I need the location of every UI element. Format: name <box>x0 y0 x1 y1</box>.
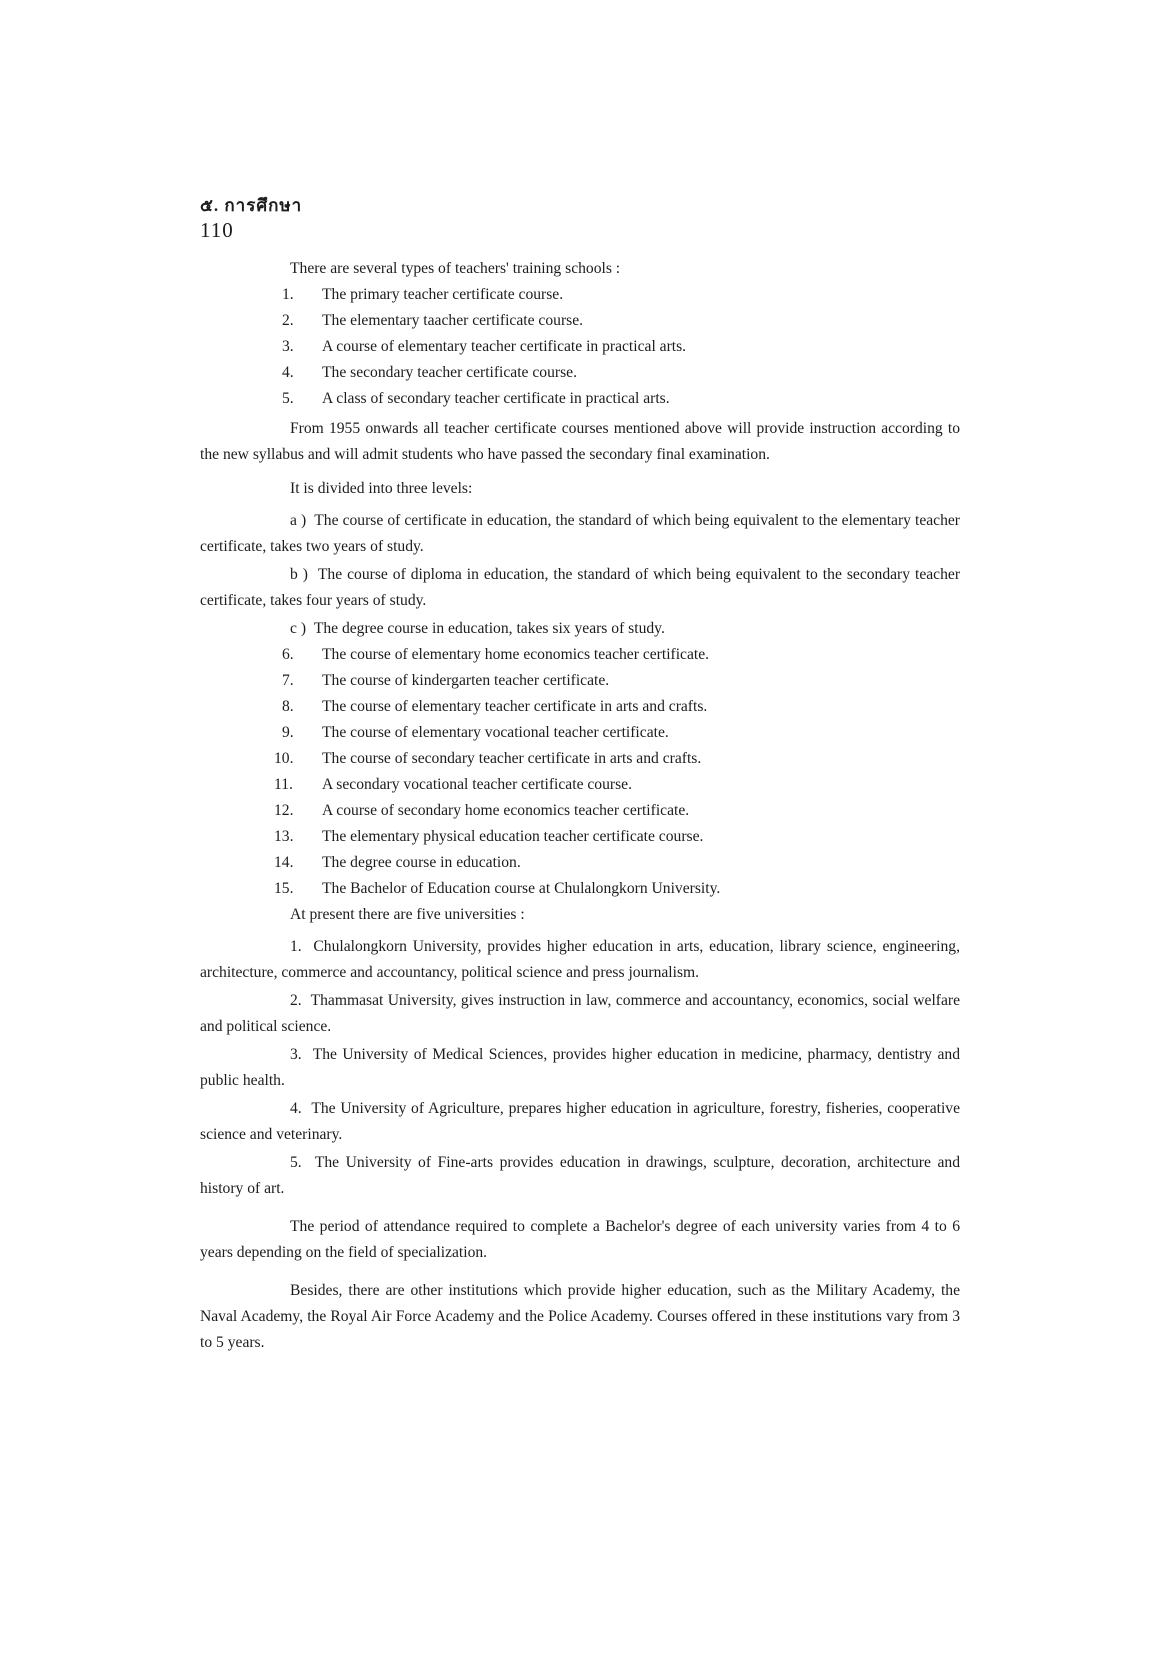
item-text: The course of kindergarten teacher certificate. <box>322 672 610 689</box>
item-text: The Bachelor of Education course at Chulalongkorn University. <box>322 880 721 897</box>
item-text: The secondary teacher certificate course. <box>322 364 577 381</box>
list-item <box>200 876 960 902</box>
item-text: The course of secondary teacher certificate in arts and crafts. <box>322 750 702 767</box>
list-item <box>200 360 960 386</box>
list-item <box>200 642 960 668</box>
list-item <box>200 746 960 772</box>
item-text: The primary teacher certificate course. <box>322 286 564 303</box>
university-item <box>200 1042 960 1094</box>
item-number: 8. <box>282 698 294 715</box>
paragraph-attendance: The period of attendance required to complete a Bachelor's degree of each university varies from 4 to 6 years depending on the field of specialization. <box>200 1218 960 1261</box>
list-item <box>200 386 960 412</box>
university-item <box>200 1150 960 1202</box>
level-label: c ) <box>290 620 307 637</box>
levels-intro: It is divided into three levels: <box>290 480 473 497</box>
level-c <box>200 616 960 642</box>
item-number: 9. <box>282 724 294 741</box>
item-number: 6. <box>282 646 294 663</box>
list-item <box>200 720 960 746</box>
item-number: 2. <box>282 312 294 329</box>
university-number: 4. <box>290 1100 302 1117</box>
item-number: 14. <box>274 854 294 871</box>
training-list-first <box>200 282 960 412</box>
page-number: 110 <box>200 218 234 242</box>
item-text: A course of elementary teacher certificate in practical arts. <box>322 338 687 355</box>
training-list-rest <box>200 642 960 902</box>
item-text: The course of elementary home economics teacher certificate. <box>322 646 710 663</box>
university-text: The University of Agriculture, prepares higher education in agriculture, forestry, fisheries, cooperative science and veterinary. <box>200 1100 960 1143</box>
item-number: 11. <box>274 776 293 793</box>
item-text: The elementary taacher certificate course. <box>322 312 584 329</box>
item-text: The course of elementary teacher certificate in arts and crafts. <box>322 698 708 715</box>
section-header: ๕. การศึกษา <box>200 196 303 215</box>
item-number: 10. <box>274 750 294 767</box>
list-item <box>200 668 960 694</box>
university-item <box>200 934 960 986</box>
document-body <box>200 256 960 1356</box>
paragraph-from-1955: From 1955 onwards all teacher certificate courses mentioned above will provide instruction according to the new syllabus and will admit students who have passed the secondary final examination. <box>200 420 960 463</box>
item-number: 5. <box>282 390 294 407</box>
item-text: The degree course in education. <box>322 854 521 871</box>
university-text: Thammasat University, gives instruction in law, commerce and accountancy, economics, social welfare and political science. <box>200 992 961 1035</box>
list-item <box>200 308 960 334</box>
item-text: The course of elementary vocational teacher certificate. <box>322 724 669 741</box>
university-number: 1. <box>290 938 302 955</box>
university-item <box>200 988 960 1040</box>
paragraph-other-institutions: Besides, there are other institutions which provide higher education, such as the Military Academy, the Naval Academy, the Royal Air Force Academy and the Police Academy. Courses offered in these institutions vary from 3 to 5 years. <box>200 1282 960 1351</box>
list-item <box>200 282 960 308</box>
level-a <box>200 508 960 560</box>
university-text: The University of Fine-arts provides education in drawings, sculpture, decoration, architecture and history of art. <box>200 1154 960 1197</box>
item-number: 3. <box>282 338 294 355</box>
item-number: 15. <box>274 880 294 897</box>
list-item <box>200 694 960 720</box>
item-number: 7. <box>282 672 294 689</box>
list-item <box>200 798 960 824</box>
item-number: 12. <box>274 802 294 819</box>
item-number: 1. <box>282 286 294 303</box>
university-number: 5. <box>290 1154 302 1171</box>
list-item <box>200 772 960 798</box>
item-text: The elementary physical education teacher certificate course. <box>322 828 704 845</box>
university-text: Chulalongkorn University, provides higher education in arts, education, library science, engineering, architecture, commerce and accountancy, political science and press journalism. <box>200 938 961 981</box>
item-text: A class of secondary teacher certificate in practical arts. <box>322 390 670 407</box>
intro-line: There are several types of teachers' training schools : <box>290 260 621 277</box>
item-text: A secondary vocational teacher certificate course. <box>322 776 632 793</box>
item-number: 4. <box>282 364 294 381</box>
level-text: The course of diploma in education, the standard of which being equivalent to the secondary teacher certificate, takes four years of study. <box>200 566 961 609</box>
list-item <box>200 850 960 876</box>
level-label: b ) <box>290 566 308 583</box>
university-item <box>200 1096 960 1148</box>
university-number: 2. <box>290 992 302 1009</box>
university-text: The University of Medical Sciences, provides higher education in medicine, pharmacy, dentistry and public health. <box>200 1046 960 1089</box>
level-b <box>200 562 960 614</box>
item-text: A course of secondary home economics teacher certificate. <box>322 802 690 819</box>
level-text: The degree course in education, takes six years of study. <box>313 620 665 637</box>
list-item <box>200 334 960 360</box>
university-number: 3. <box>290 1046 302 1063</box>
level-text: The course of certificate in education, the standard of which being equivalent to the elementary teacher certificate, takes two years of study. <box>200 512 960 555</box>
level-label: a ) <box>290 512 307 529</box>
list-item <box>200 824 960 850</box>
universities-intro: At present there are five universities : <box>290 906 525 923</box>
item-number: 13. <box>274 828 294 845</box>
